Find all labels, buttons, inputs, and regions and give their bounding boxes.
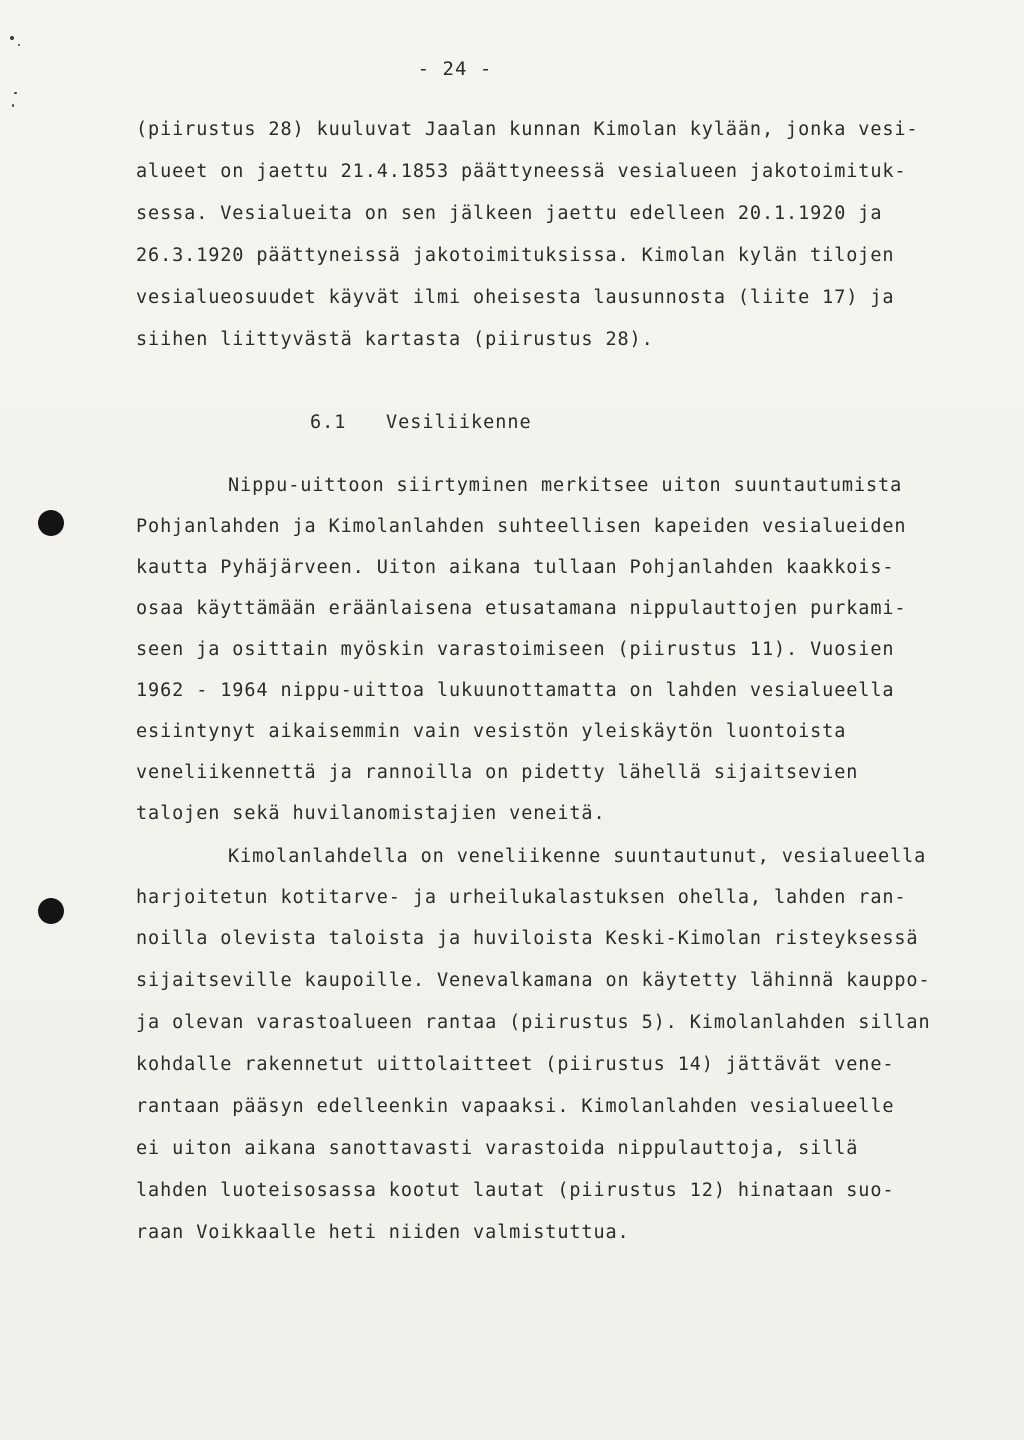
text-line: Kimolanlahdella on veneliikenne suuntautunut, vesialueella (228, 846, 927, 867)
text-line: Pohjanlahden ja Kimolanlahden suhteellisen kapeiden vesialueiden (136, 516, 907, 537)
text-line: sijaitseville kaupoille. Venevalkamana on käytetty lähinnä kauppo- (136, 970, 931, 991)
section-number: 6.1 (310, 412, 347, 433)
text-line: ja olevan varastoalueen rantaa (piirustus 5). Kimolanlahden sillan (136, 1012, 931, 1033)
text-line: (piirustus 28) kuuluvat Jaalan kunnan Kimolan kylään, jonka vesi- (136, 119, 919, 140)
page-number: - 24 - (417, 58, 493, 80)
text-line: 26.3.1920 päättyneissä jakotoimituksissa. Kimolan kylän tilojen (136, 245, 895, 266)
text-line: kautta Pyhäjärveen. Uiton aikana tullaan Pohjanlahden kaakkois- (136, 557, 895, 578)
text-line: noilla olevista taloista ja huviloista Keski-Kimolan risteyksessä (136, 928, 919, 949)
binder-hole-top (38, 510, 64, 536)
text-line: 1962 - 1964 nippu-uittoa lukuunottamatta on lahden vesialueella (136, 680, 895, 701)
binder-hole-bottom (38, 898, 64, 924)
text-line: sessa. Vesialueita on sen jälkeen jaettu edelleen 20.1.1920 ja (136, 203, 883, 224)
text-line: raan Voikkaalle heti niiden valmistuttua. (136, 1222, 630, 1243)
text-line: osaa käyttämään eräänlaisena etusatamana nippulauttojen purkami- (136, 598, 907, 619)
text-line: kohdalle rakennetut uittolaitteet (piirustus 14) jättävät vene- (136, 1054, 895, 1075)
text-line: siihen liittyvästä kartasta (piirustus 28). (136, 329, 654, 350)
scan-speck (10, 36, 14, 40)
section-heading (310, 412, 532, 433)
text-line: vesialueosuudet käyvät ilmi oheisesta lausunnosta (liite 17) ja (136, 287, 895, 308)
text-line: Nippu-uittoon siirtyminen merkitsee uiton suuntautumista (228, 475, 903, 496)
scan-speck (14, 92, 17, 94)
text-line: veneliikennettä ja rannoilla on pidetty lähellä sijaitsevien (136, 762, 859, 783)
section-title: Vesiliikenne (386, 412, 532, 433)
text-line: seen ja osittain myöskin varastoimiseen (piirustus 11). Vuosien (136, 639, 895, 660)
scan-speck (18, 44, 20, 46)
text-line: alueet on jaettu 21.4.1853 päättyneessä vesialueen jakotoimituk- (136, 161, 907, 182)
scan-speck (12, 104, 14, 107)
text-line: harjoitetun kotitarve- ja urheilukalastuksen ohella, lahden ran- (136, 887, 907, 908)
text-line: ei uiton aikana sanottavasti varastoida nippulauttoja, sillä (136, 1138, 859, 1159)
text-line: esiintynyt aikaisemmin vain vesistön yleiskäytön luontoista (136, 721, 847, 742)
text-line: rantaan pääsyn edelleenkin vapaaksi. Kimolanlahden vesialueelle (136, 1096, 895, 1117)
text-line: lahden luoteisosassa kootut lautat (piirustus 12) hinataan suo- (136, 1180, 895, 1201)
text-line: talojen sekä huvilanomistajien veneitä. (136, 803, 606, 824)
